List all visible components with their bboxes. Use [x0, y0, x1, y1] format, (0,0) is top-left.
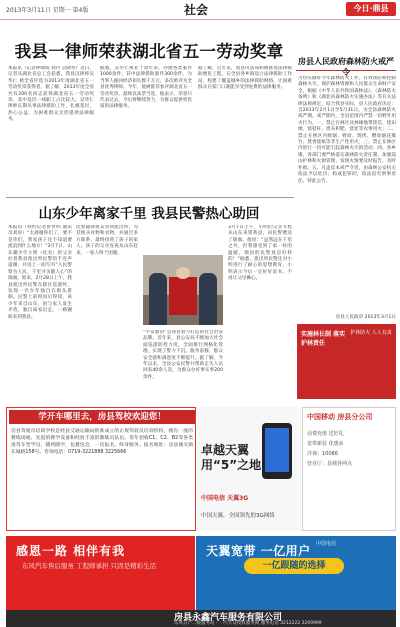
divider	[6, 197, 294, 198]
broadband-ad-brand: 中国电信	[316, 541, 337, 547]
article1-col1: 本报讯（记者钟啸成 刘丹 吴晓琴）近日，记者从湖北省总工会获悉，我县汉律师吴华仁 被全省评选为2013年度湖北省五一劳动奖章获得者。据了解，2013年度全省共有200名同志获得湖北省五一劳动奖章，其中基层一线职工占比较大。吴华仁律师长期从事法律援助工作，扎根基层，热心公益，为困难群众无偿提供法律服务。	[8, 66, 94, 123]
phone-icon	[262, 423, 292, 479]
right-promo-right: 护林防火 人人有责	[350, 330, 392, 336]
broadband-ad-title: 天翼宽带 一亿用户	[206, 544, 311, 558]
bottom-ad-bar	[6, 610, 396, 627]
article2-col2: 民警随即将其带回派出所，为其购买食物和衣物，并通过多方联系，最终找到了孩子的家人。孩子的父亲连夜从山东赶来，一家人终于团聚。	[76, 225, 138, 256]
photo-child	[176, 267, 190, 279]
mobile-ad	[302, 407, 396, 531]
auto-ad-sub: 东风汽车售后服务 工程师承担 只因是精彩生活	[22, 562, 157, 570]
newspaper-header	[0, 0, 400, 20]
right-promo-left: 实施林长制 落实护林责任	[301, 331, 346, 347]
mobile-ad-head: 中国移动 房县分公司	[307, 413, 373, 421]
masthead-logo: 今日·鼎县	[346, 2, 396, 16]
driving-school-ad	[6, 407, 196, 531]
mobile-ad-line: 营业厅：县城各网点	[307, 461, 353, 467]
telecom-ad-bottom: 中国天翼，全国领先的3G网络	[201, 513, 275, 519]
section-title: 社会	[184, 3, 209, 17]
bottom-ad-company: 房县永鑫汽车服务有限公司	[174, 613, 283, 623]
driving-school-body: 房县驾驶员培训学校是经县交通运输局批准成立的正规驾驶员培训机构，拥有一流的教练场地、先进的教学设备和经验丰富的教练员队伍。常年招收C1、C2、B2等各类准驾车型学员，随到随学，包教包会，一次报名，终身服务。报名地址：房县城关镇东城路158号。咨询电话：0719-3221888 3225666	[11, 429, 193, 455]
photo-banner	[169, 277, 197, 315]
article2-col3: “平安鼎县”是我县着力打造的社会治安品牌。近年来，县公安局不断加大社会面巡逻防控力度，全面推行网格化管理，实现了警力下沉、服务前移，群众安全感和满意度不断提升。据了解，今年以来，全县公安民警共帮助走失人员回家40余人次，为群众办好事实事200余件。	[143, 330, 223, 380]
second-headline: 山东少年离家千里 我县民警热心助回	[38, 206, 260, 222]
photo-officer-right	[199, 273, 217, 325]
mobile-ad-line: 详询：10086	[307, 451, 338, 457]
telecom-ad-sub: 中国电信 天翼3G	[201, 495, 249, 502]
phone-screen	[265, 428, 289, 472]
main-headline: 我县一律师荣获湖北省五一劳动奖章	[14, 42, 284, 61]
news-photo	[143, 255, 223, 325]
mobile-ad-line: 宽带新装 优惠多	[307, 441, 344, 447]
article2-col4: 3月7日上午，小明的父亲专程从山东来到我县，向民警赠送了锦旗。他说：“虽然远在千里之外，但我感受到了家一样的温暖。鼎县的民警真是好样的！”据悉，派出所民警还对小明进行了耐心的思想教育，小明表示今后一定好好读书，不再让父母操心。	[228, 225, 292, 282]
article1-col3: 据了解，近年来，我县司法局积极推进法律援助便民工程，在全县各乡镇设立法律援助工作站，构建了覆盖城乡的法律援助网络，让困难群众在家门口就能享受到免费的法律服务。	[198, 66, 292, 91]
mobile-ad-line: 话费充值 送好礼	[307, 431, 344, 437]
broadband-ad-badge: 一亿跟随的选择	[244, 558, 344, 574]
bottom-ad-contact: 东风日产二级服务站 · 一汽大众授权服务商 服务电话 3212222 3209999	[174, 621, 322, 626]
article1-col2: 据悉，吴华仁执业十余年来，办理各类案件1000余件，其中法律援助案件300余件，为当事人挽回经济损失数千万元，多次被评为全县优秀律师。今年，他被推荐参评湖北省五一劳动奖章，最终以高票当选。他表示，荣誉只代表过去，今后将继续努力，为群众提供更优质的法律服务。	[100, 66, 192, 110]
telecom-ad-title: 卓越天翼 用“5”之地	[201, 443, 262, 472]
photo-officer-left	[149, 273, 167, 325]
right-article-title: 房县人民政府森林防火戒严令	[298, 57, 394, 77]
right-promo-panel	[297, 324, 396, 399]
auto-ad-slogan: 感恩一路 相伴有我	[16, 544, 126, 558]
telecom-phone-ad	[197, 407, 301, 531]
right-article-body: 为切实做好今年森林防火工作，有效预防和控制森林火灾，保护森林资源和人民群众生命财产安全，根据《中华人民共和国森林法》、《森林防火条例》和《湖北省森林防火实施办法》等有关法律法规规定，结合我县实际，县人民政府决定：自2013年2月1日至5月31日，为全县森林防火戒严期。戒严期内，全县范围内严禁一切野外用火行为。一、禁止在林区及林缘地带烧荒、烧田埂、烧秸秆、烧灰积肥、烧炭等农事用火；二、禁止在林区内吸烟、野炊、烧烤、燃放烟花爆竹、焚香烧纸等非生产性用火；三、禁止在林区内进行一切可能引起森林火灾的活动；四、各乡镇、各部门要严格落实森林防火责任制，加强巡山护林和火源管理，发现火情要及时报告、及时扑救。五、凡违反本戒严令者，由森林公安机关依法予以处罚；构成犯罪的，依法追究刑事责任。特此公告。	[298, 76, 396, 184]
right-article-signature: 房县人民政府 2013年3月1日	[335, 315, 396, 320]
driving-school-title: 学开车哪里去，房县驾校欢迎您！	[9, 410, 195, 424]
auto-service-ad	[6, 536, 195, 610]
article2-col1: 本报讯（特约记者曾世明 通讯员刘涛）“太感谢你们了，要不是你们，我家孩子还不知道要流浪到什么地方！”3月7日，山东籍少年小明（化名）的父亲拉着我县派出所民警的手连声道谢，并送上一面写有“人民警察为人民，千里寻亲暖人心”的锦旗。原来，2月28日上午，我县派出所民警在辖区巡逻时，发现一名少年独自在街头徘徊。民警上前询问后得知，该少年来自山东，因与家人发生矛盾，独自离家出走，一路辗转来到我县。	[8, 225, 72, 320]
issue-date: 2013年3月11日 星期一 第4版	[6, 7, 89, 14]
broadband-ad	[196, 536, 396, 610]
